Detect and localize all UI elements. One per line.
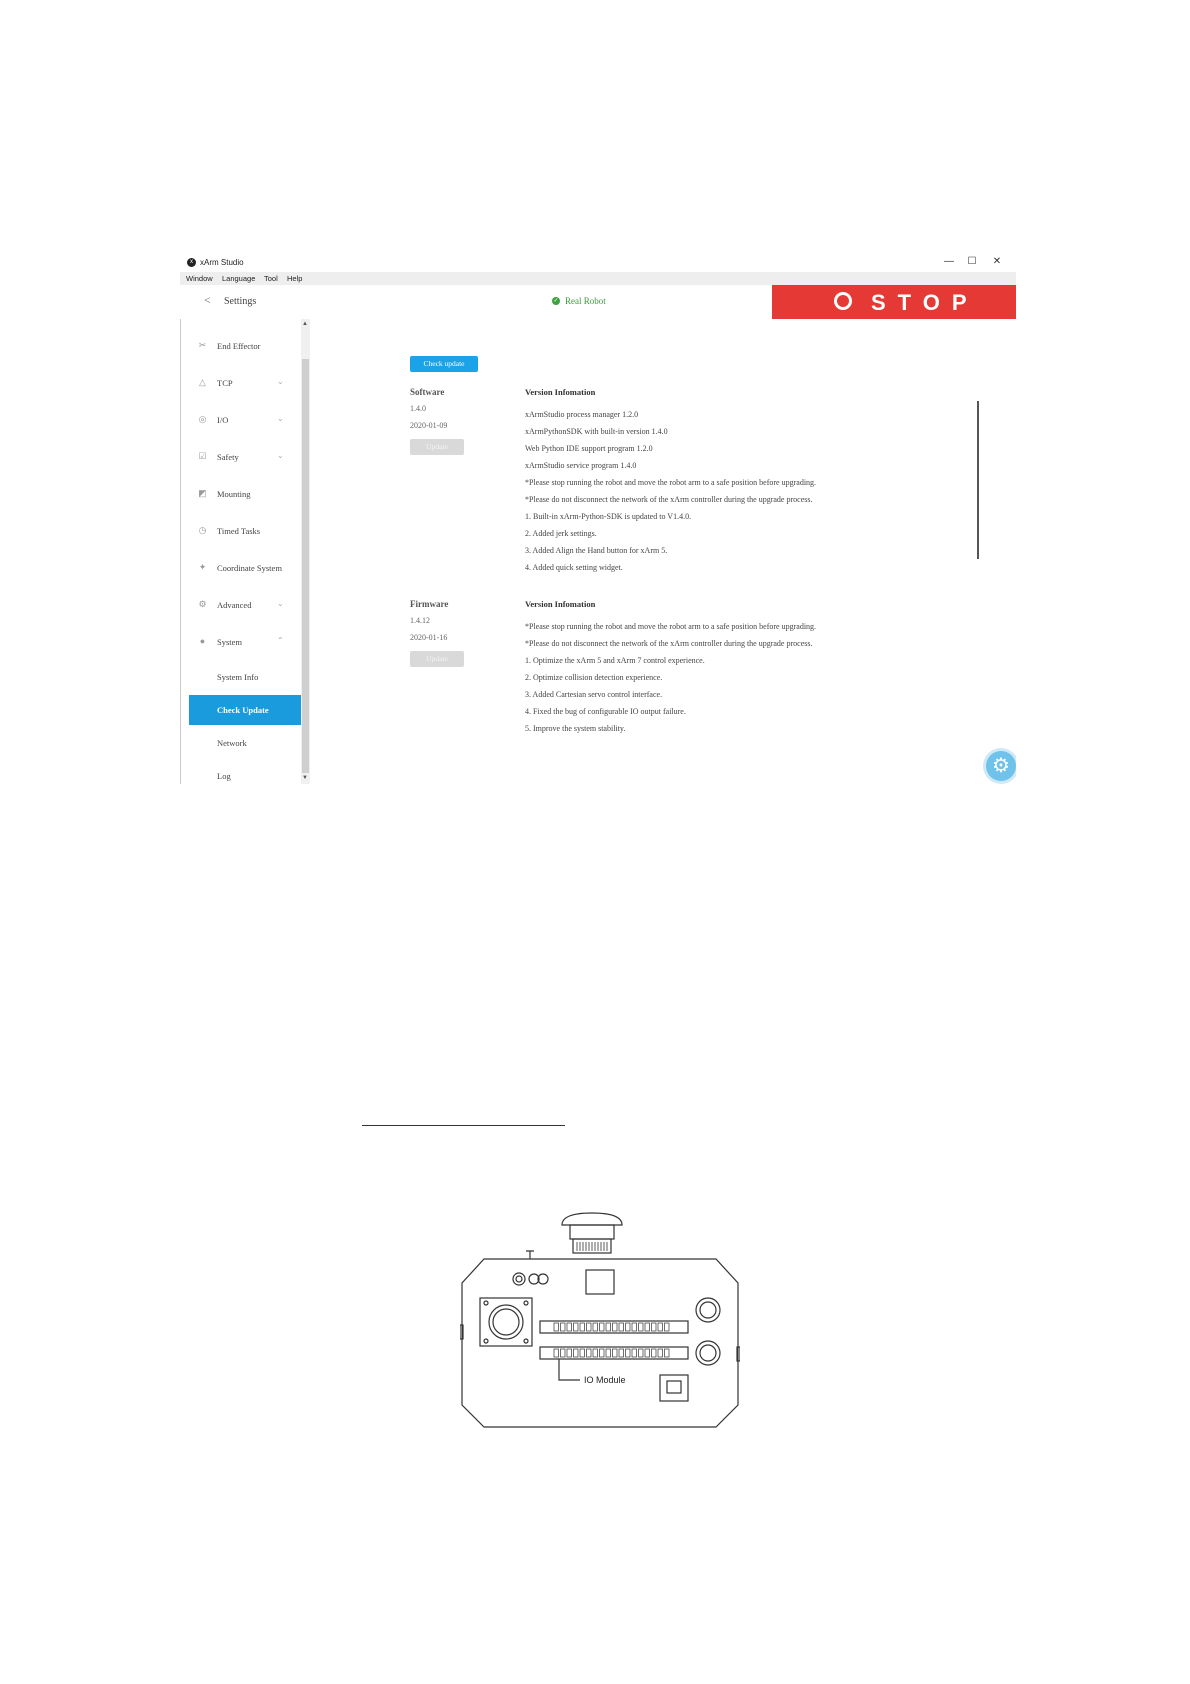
software-title: Software [410, 387, 445, 397]
maximize-button[interactable]: ☐ [967, 256, 977, 267]
menu-help[interactable]: Help [287, 274, 303, 283]
io-pin [606, 1349, 611, 1357]
sidebar-item-advanced[interactable] [181, 590, 302, 620]
firmware-info-line: 1. Optimize the xArm 5 and xArm 7 control experience. [525, 656, 705, 665]
sidebar-subitem-label: Network [217, 738, 247, 748]
sidebar-item-label: I/O [217, 415, 229, 425]
sidebar-subitem-system-info[interactable] [189, 662, 301, 692]
io-pin [639, 1349, 644, 1357]
gear-icon[interactable]: ⚙ [986, 751, 1016, 781]
io-leader-line [559, 1359, 580, 1380]
io-pin [593, 1349, 598, 1357]
io-pin [613, 1349, 618, 1357]
software-info-line: xArmStudio process manager 1.2.0 [525, 410, 639, 419]
menu-window[interactable]: Window [186, 274, 213, 283]
firmware-info-line: 5. Improve the system stability. [525, 724, 626, 733]
software-info-line: Web Python IDE support program 1.2.0 [525, 444, 653, 453]
top-post [526, 1251, 534, 1259]
sidebar-item-label: Advanced [217, 600, 252, 610]
content-scrollbar[interactable] [977, 401, 979, 559]
sidebar-item-tcp[interactable] [181, 368, 302, 398]
io-pin [665, 1323, 670, 1331]
software-info-line: 3. Added Align the Hand button for xArm 5. [525, 546, 668, 555]
sidebar-item-label: Timed Tasks [217, 526, 261, 536]
stop-label: STOP [871, 290, 979, 315]
io-pin [606, 1323, 611, 1331]
firmware-info-line: *Please stop running the robot and move the robot arm to a safe position before upgrading. [525, 622, 817, 631]
firmware-info-line: 4. Fixed the bug of configurable IO output failure. [525, 707, 686, 716]
check-circle-icon: ✓ [553, 298, 559, 304]
controller-body [462, 1259, 738, 1427]
software-info-line: xArmStudio service program 1.4.0 [525, 461, 637, 470]
scrollbar-thumb[interactable] [302, 359, 309, 773]
io-pin [561, 1323, 566, 1331]
tools-icon: ✂ [198, 340, 207, 350]
menu-language[interactable]: Language [222, 274, 256, 283]
triangle-icon: △ [199, 377, 206, 387]
robot-status[interactable]: Real Robot [565, 296, 606, 306]
close-button[interactable]: ✕ [992, 256, 1002, 267]
sidebar-item-label: End Effector [217, 341, 261, 351]
menu-bar [180, 272, 1016, 285]
sidebar-scrollbar[interactable] [301, 319, 310, 784]
firmware-version: 1.4.12 [410, 616, 430, 625]
firmware-info-line: 3. Added Cartesian servo control interface. [525, 690, 663, 699]
clock-icon: ◷ [198, 525, 207, 535]
sidebar-item-coordinate-system[interactable] [181, 553, 302, 583]
sidebar-item-mounting[interactable] [181, 479, 302, 509]
title-bar [180, 254, 1016, 272]
software-version: 1.4.0 [410, 404, 426, 413]
firmware-info-line: *Please do not disconnect the network of the xArm controller during the upgrade process. [525, 639, 813, 648]
sidebar-subitem-label: Log [217, 771, 231, 781]
controller-io-module-diagram [460, 1205, 740, 1430]
io-pin [593, 1323, 598, 1331]
shield-check-icon: ☑ [198, 451, 207, 461]
io-pin [626, 1323, 631, 1331]
io-pin [580, 1323, 585, 1331]
menu-tool[interactable]: Tool [264, 274, 278, 283]
io-pin [645, 1323, 650, 1331]
sidebar-item-label: System [217, 637, 243, 647]
firmware-title: Firmware [410, 599, 449, 609]
emergency-stop-collar [570, 1225, 614, 1239]
io-pin [600, 1323, 605, 1331]
stop-icon [834, 292, 852, 310]
scroll-up-icon[interactable]: ▲ [302, 321, 308, 327]
io-pin [561, 1349, 566, 1357]
sidebar-subitem-check-update[interactable] [189, 695, 301, 725]
io-pin [652, 1349, 657, 1357]
software-info-line: *Please do not disconnect the network of the xArm controller during the upgrade process. [525, 495, 813, 504]
coordinate-icon: ✦ [198, 562, 207, 572]
sidebar-item-safety[interactable] [181, 442, 302, 472]
stop-button[interactable] [772, 285, 1016, 319]
firmware-update-button[interactable]: Update [410, 651, 464, 667]
sidebar-item-label: Safety [217, 452, 239, 462]
sidebar-subitem-label: System Info [217, 672, 259, 682]
io-pin [632, 1349, 637, 1357]
io-pin [626, 1349, 631, 1357]
io-pin [645, 1349, 650, 1357]
io-pin [567, 1323, 572, 1331]
firmware-version-info-title: Version Infomation [525, 599, 596, 609]
app-title: xArm Studio [200, 258, 244, 267]
xarm-studio-window [180, 254, 1016, 784]
display-window [586, 1270, 614, 1294]
io-pin [587, 1323, 592, 1331]
sidebar-item-io[interactable] [181, 405, 302, 435]
chevron-down-icon: ⌄ [277, 451, 284, 460]
sidebar-subitem-log[interactable] [189, 761, 301, 784]
sidebar-item-label: Coordinate System [217, 563, 282, 573]
io-pins [554, 1323, 669, 1357]
io-pin [587, 1349, 592, 1357]
io-pin [619, 1349, 624, 1357]
firmware-info-line: 2. Optimize collision detection experience. [525, 673, 663, 682]
chevron-down-icon: ⌄ [277, 414, 284, 423]
check-update-button[interactable]: Check update [410, 356, 478, 372]
io-pin [613, 1323, 618, 1331]
firmware-date: 2020-01-16 [410, 633, 448, 642]
software-update-button[interactable]: Update [410, 439, 464, 455]
sidebar-item-system[interactable] [181, 627, 302, 657]
io-pin [665, 1349, 670, 1357]
chevron-down-icon: ⌄ [277, 599, 284, 608]
io-pin [658, 1349, 663, 1357]
io-pin [554, 1323, 559, 1331]
sidebar-item-label: Mounting [217, 489, 251, 499]
software-version-info-title: Version Infomation [525, 387, 596, 397]
settings-sidebar [180, 319, 302, 784]
sidebar-subitem-label: Check Update [217, 705, 269, 715]
software-info-line: 2. Added jerk settings. [525, 529, 597, 538]
software-info-line: 1. Built-in xArm-Python-SDK is updated to V1.4.0. [525, 512, 692, 521]
ethernet-port [660, 1375, 688, 1401]
io-pin [600, 1349, 605, 1357]
minimize-button[interactable]: — [944, 256, 954, 267]
io-module-label: IO Module [584, 1375, 626, 1385]
io-pin [632, 1323, 637, 1331]
underline-rule [362, 1125, 565, 1126]
page-title: Settings [224, 296, 257, 307]
sidebar-item-timed-tasks[interactable] [181, 516, 302, 546]
software-date: 2020-01-09 [410, 421, 448, 430]
back-chevron-icon[interactable]: < [204, 293, 211, 307]
io-pin [574, 1323, 579, 1331]
chevron-down-icon: ⌄ [277, 377, 284, 386]
io-icon: ◎ [198, 414, 207, 424]
io-pin [619, 1323, 624, 1331]
sidebar-subitem-network[interactable] [189, 728, 301, 758]
io-pin [580, 1349, 585, 1357]
connector-a [513, 1273, 525, 1285]
scroll-down-icon[interactable]: ▼ [302, 775, 308, 781]
io-pin [658, 1323, 663, 1331]
advanced-icon: ⚙ [198, 599, 207, 609]
io-pin [639, 1323, 644, 1331]
io-pin [567, 1349, 572, 1357]
info-icon: ● [199, 636, 206, 646]
io-pin [652, 1323, 657, 1331]
sidebar-item-label: TCP [217, 378, 233, 388]
sidebar-item-end-effector[interactable] [181, 331, 302, 361]
chevron-up-icon: ⌃ [277, 636, 284, 645]
emergency-stop-cap [562, 1213, 622, 1225]
software-info-line: 4. Added quick setting widget. [525, 563, 623, 572]
io-pin [554, 1349, 559, 1357]
app-logo-icon: x [187, 258, 196, 267]
io-pin [574, 1349, 579, 1357]
mounting-icon: ◩ [198, 488, 207, 498]
software-info-line: *Please stop running the robot and move the robot arm to a safe position before upgrading. [525, 478, 817, 487]
software-info-line: xArmPythonSDK with built-in version 1.4.0 [525, 427, 668, 436]
